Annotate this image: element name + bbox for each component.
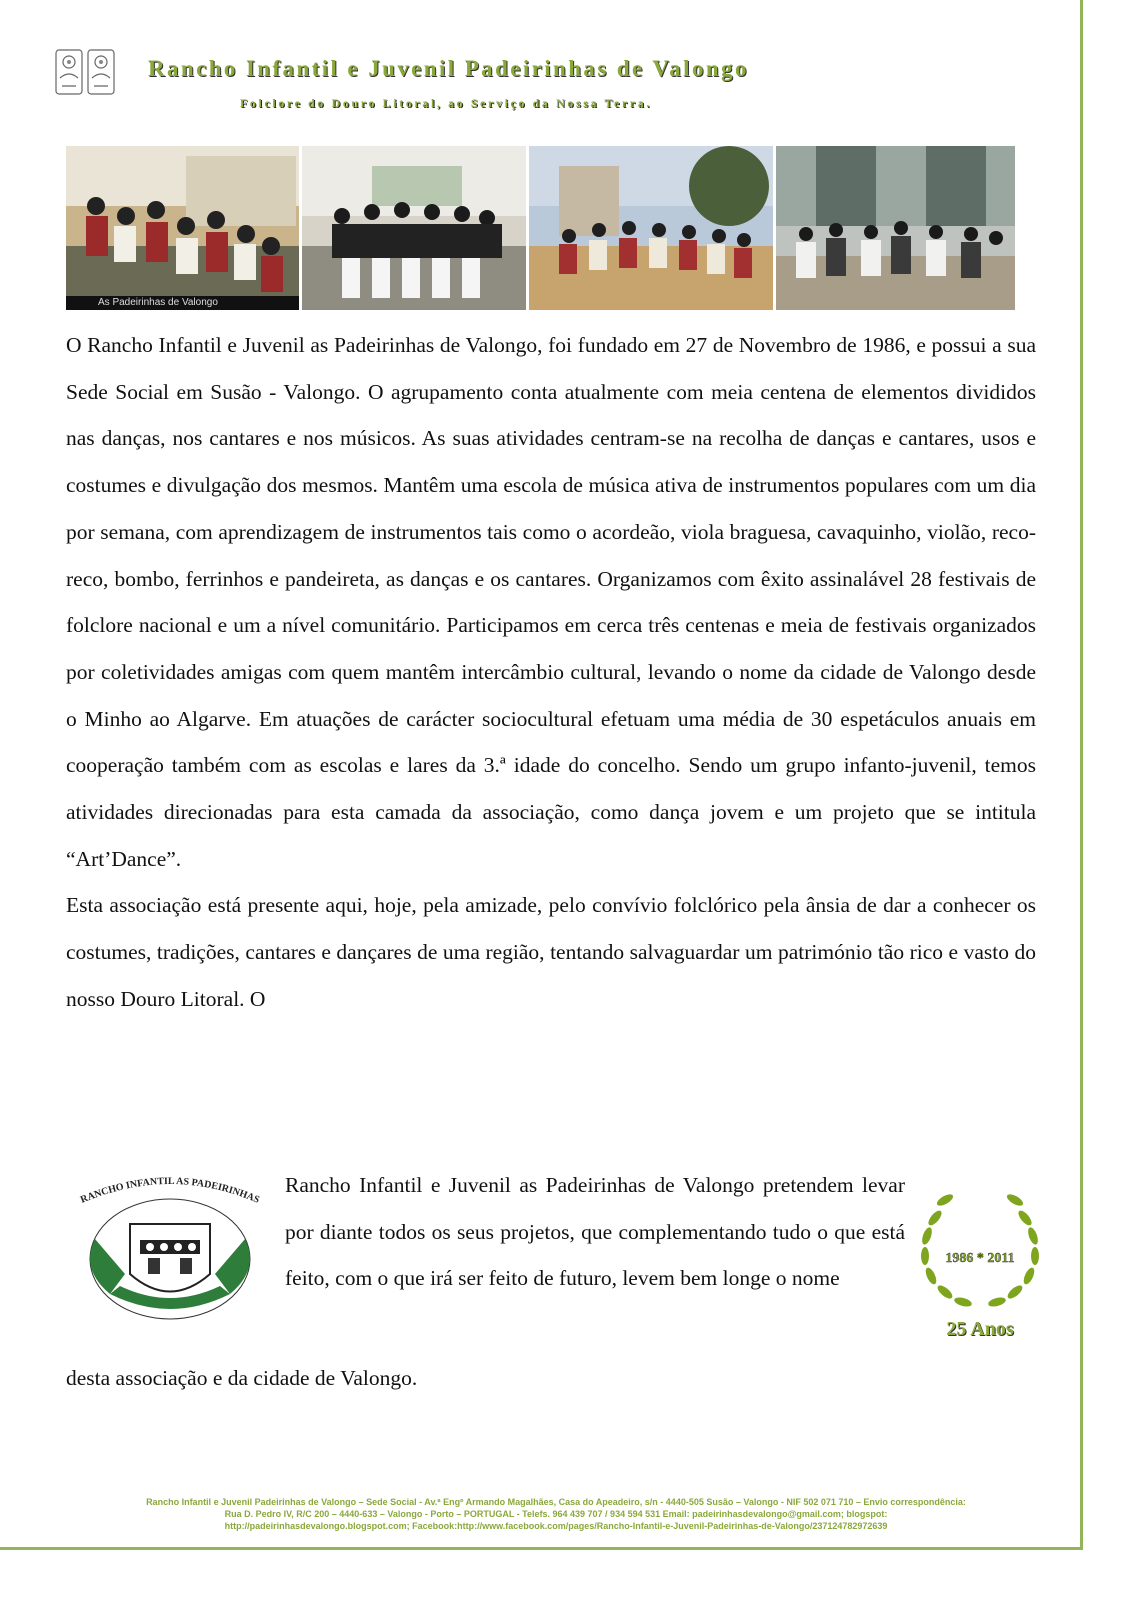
closing-last-line: desta associação e da cidade de Valongo. [66,1366,418,1390]
paragraph-purpose: Esta associação está presente aqui, hoje, pela amizade, pelo convívio folclórico pela ânsia de dar a conhecer os costumes, tradições, cantares e dançares de uma região, tentando salvaguardar um património tão rico e vasto do nosso Douro Litoral. O [66,893,1036,1011]
anniversary-years: 1986 * 2011 [945,1251,1015,1266]
svg-text:RANCHO INFANTIL AS PADEIRINHAS [79,1176,261,1206]
photo-strip [66,146,1036,310]
footer-line-address: Rancho Infantil e Juvenil Padeirinhas de Valongo – Sede Social - Av.ª Engº Armando Magalhães, Casa do Apeadeiro, s/n - 4440-505 Susão – Valongo - NIF 502 071 710 – Envio correspondência: [146,1497,966,1507]
header-emblem-icon [52,44,120,104]
photo-caption: As Padeirinhas de Valongo [66,296,299,310]
logo-ring-text: RANCHO INFANTIL AS PADEIRINHAS [78,1175,262,1206]
group-photo-1 [66,146,299,310]
group-photo-4 [776,146,1015,310]
laurel-wreath-icon [905,1178,1055,1338]
closing-text: Rancho Infantil e Juvenil as Padeirinhas de Valongo pretendem levar por diante todos os seus projetos, que complementando tudo o que está feito, com o que irá ser feito de futuro, levem bem longe o nome [285,1173,905,1291]
main-text [66,322,1036,1023]
footer-line-phone: Rua D. Pedro IV, R/C 200 – 4440-633 – Valongo - Porto – PORTUGAL - Telefs. 964 439 707 / 934 594 531 Email: padeirinhasdevalongo@gmail.com; blogspot: [224,1509,888,1519]
page-subtitle: Folclore do Douro Litoral, ao Serviço da Nossa Terra. [240,96,653,110]
footer-line-links: http://padeirinhasdevalongo.blogspot.com; Facebook:http://www.facebook.com/pages/Rancho-Infantil-e-Juvenil-Padeirinhas-de-Valongo/237124782972639 [224,1521,888,1531]
page-title: Rancho Infantil e Juvenil Padeirinhas de Valongo [148,56,749,81]
anniversary-label: 25 Anos [946,1318,1014,1340]
association-logo [70,1174,270,1324]
footer-contact [66,1496,1046,1532]
group-photo-2 [302,146,526,310]
paragraph-history: O Rancho Infantil e Juvenil as Padeirinhas de Valongo, foi fundado em 27 de Novembro de 1986, e possui a sua Sede Social em Susão - Valongo. O agrupamento conta atualmente com meia centena de elementos divididos nas danças, nos cantares e nos músicos. As suas atividades centram-se na recolha de danças e cantares, usos e costumes e divulgação dos mesmos. Mantêm uma escola de música ativa de instrumentos populares com um dia por semana, com aprendizagem de instrumentos tais como o acordeão, viola braguesa, cavaquinho, violão, reco-reco, bombo, ferrinhos e pandeireta, as danças e os cantares. Organizamos com êxito assinalável 28 festivais de folclore nacional e um a nível comunitário. Participamos em cerca três centenas e meia de festivais organizados por coletividades amigas com quem mantêm intercâmbio cultural, levando o nome da cidade de Valongo desde o Minho ao Algarve. Em atuações de carácter sociocultural efetuam uma média de 30 espetáculos anuais em cooperação também com as escolas e lares da 3.ª idade do concelho. Sendo um grupo infanto-juvenil, temos atividades direcionadas para esta camada da associação, como dança jovem e um projeto que se intitula “Art’Dance”. [66,333,1036,871]
group-photo-3 [529,146,773,310]
